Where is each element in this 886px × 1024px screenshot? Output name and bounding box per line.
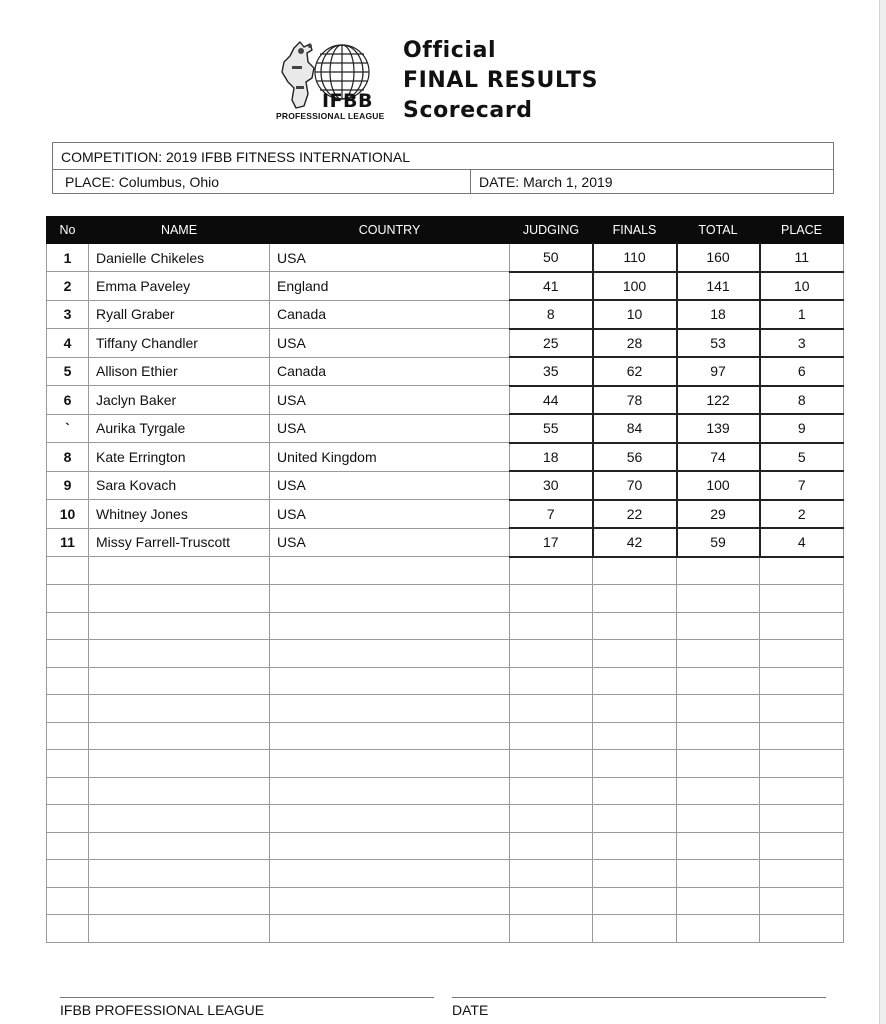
empty-cell	[270, 695, 510, 723]
empty-cell	[89, 557, 270, 585]
signature-line-date	[452, 997, 826, 998]
cell-country: United Kingdom	[270, 443, 510, 472]
empty-table-row	[47, 667, 844, 695]
empty-cell	[677, 667, 760, 695]
footer-date-label: DATE	[452, 1002, 489, 1018]
cell-country: USA	[270, 329, 510, 358]
cell-finals: 22	[593, 500, 677, 529]
cell-judging: 30	[510, 471, 593, 500]
empty-cell	[593, 777, 677, 805]
place-date-row	[53, 170, 833, 194]
empty-cell	[47, 695, 89, 723]
cell-country: Canada	[270, 357, 510, 386]
empty-cell	[270, 915, 510, 943]
cell-place: 3	[760, 329, 844, 358]
cell-place: 5	[760, 443, 844, 472]
cell-name: Danielle Chikeles	[89, 244, 270, 272]
cell-total: 122	[677, 386, 760, 415]
signature-line-league	[60, 997, 434, 998]
empty-cell	[593, 805, 677, 833]
empty-cell	[89, 612, 270, 640]
empty-cell	[270, 750, 510, 778]
header-no: No	[47, 217, 89, 244]
empty-cell	[47, 667, 89, 695]
place-text: PLACE: Columbus, Ohio	[65, 174, 220, 190]
empty-cell	[89, 722, 270, 750]
cell-name: Ryall Graber	[89, 300, 270, 329]
empty-cell	[510, 557, 593, 585]
empty-cell	[89, 832, 270, 860]
cell-country: USA	[270, 414, 510, 443]
cell-country: USA	[270, 471, 510, 500]
cell-judging: 41	[510, 272, 593, 301]
empty-table-row	[47, 777, 844, 805]
cell-total: 100	[677, 471, 760, 500]
competition-info-box	[52, 142, 834, 194]
empty-cell	[760, 832, 844, 860]
empty-cell	[47, 750, 89, 778]
table-row	[47, 329, 844, 358]
empty-cell	[270, 557, 510, 585]
empty-cell	[270, 860, 510, 888]
empty-cell	[47, 805, 89, 833]
cell-country: USA	[270, 500, 510, 529]
cell-place: 6	[760, 357, 844, 386]
empty-table-row	[47, 722, 844, 750]
empty-cell	[593, 887, 677, 915]
empty-cell	[593, 557, 677, 585]
results-table	[46, 216, 844, 943]
empty-cell	[89, 585, 270, 613]
empty-table-row	[47, 640, 844, 668]
cell-country: USA	[270, 528, 510, 557]
empty-cell	[510, 915, 593, 943]
cell-name: Whitney Jones	[89, 500, 270, 529]
empty-cell	[760, 750, 844, 778]
cell-finals: 10	[593, 300, 677, 329]
empty-cell	[89, 777, 270, 805]
empty-cell	[47, 915, 89, 943]
empty-cell	[760, 695, 844, 723]
header-judging: JUDGING	[510, 217, 593, 244]
empty-table-row	[47, 860, 844, 888]
cell-name: Aurika Tyrgale	[89, 414, 270, 443]
empty-cell	[510, 832, 593, 860]
empty-cell	[510, 585, 593, 613]
empty-cell	[760, 860, 844, 888]
empty-cell	[593, 832, 677, 860]
scorecard-title	[403, 36, 598, 126]
cell-total: 160	[677, 244, 760, 272]
empty-cell	[760, 887, 844, 915]
header-finals: FINALS	[593, 217, 677, 244]
empty-cell	[760, 777, 844, 805]
cell-no: 1	[47, 244, 89, 272]
cell-place: 7	[760, 471, 844, 500]
cell-judging: 50	[510, 244, 593, 272]
cell-finals: 78	[593, 386, 677, 415]
table-row	[47, 414, 844, 443]
cell-name: Kate Errington	[89, 443, 270, 472]
empty-cell	[89, 805, 270, 833]
cell-finals: 56	[593, 443, 677, 472]
empty-cell	[47, 860, 89, 888]
empty-cell	[89, 750, 270, 778]
cell-finals: 70	[593, 471, 677, 500]
empty-cell	[47, 722, 89, 750]
cell-finals: 100	[593, 272, 677, 301]
cell-name: Tiffany Chandler	[89, 329, 270, 358]
cell-judging: 17	[510, 528, 593, 557]
table-row	[47, 386, 844, 415]
cell-no: 2	[47, 272, 89, 301]
logo-league-text: PROFESSIONAL LEAGUE	[276, 111, 385, 121]
empty-cell	[677, 860, 760, 888]
cell-finals: 110	[593, 244, 677, 272]
cell-name: Allison Ethier	[89, 357, 270, 386]
empty-cell	[47, 640, 89, 668]
empty-cell	[270, 722, 510, 750]
empty-cell	[593, 667, 677, 695]
empty-cell	[510, 612, 593, 640]
empty-cell	[47, 557, 89, 585]
cell-place: 8	[760, 386, 844, 415]
empty-cell	[270, 887, 510, 915]
empty-cell	[89, 640, 270, 668]
competition-text: COMPETITION: 2019 IFBB FITNESS INTERNATIONAL	[61, 149, 411, 165]
page-edge	[879, 0, 886, 1024]
cell-finals: 42	[593, 528, 677, 557]
empty-cell	[677, 640, 760, 668]
cell-total: 59	[677, 528, 760, 557]
cell-total: 29	[677, 500, 760, 529]
cell-total: 53	[677, 329, 760, 358]
title-line-official: Official	[403, 38, 497, 63]
empty-cell	[47, 832, 89, 860]
empty-cell	[47, 585, 89, 613]
cell-place: 9	[760, 414, 844, 443]
cell-judging: 8	[510, 300, 593, 329]
table-row	[47, 500, 844, 529]
empty-cell	[677, 750, 760, 778]
cell-no: 8	[47, 443, 89, 472]
cell-judging: 18	[510, 443, 593, 472]
empty-cell	[270, 667, 510, 695]
empty-cell	[270, 805, 510, 833]
cell-judging: 7	[510, 500, 593, 529]
empty-table-row	[47, 695, 844, 723]
cell-name: Missy Farrell-Truscott	[89, 528, 270, 557]
cell-country: USA	[270, 386, 510, 415]
table-header-row	[47, 217, 844, 244]
cell-finals: 84	[593, 414, 677, 443]
header-total: TOTAL	[677, 217, 760, 244]
cell-finals: 62	[593, 357, 677, 386]
logo-ifbb-text: IFBB	[322, 90, 374, 112]
cell-total: 139	[677, 414, 760, 443]
cell-country: USA	[270, 244, 510, 272]
cell-total: 74	[677, 443, 760, 472]
empty-cell	[677, 915, 760, 943]
empty-cell	[510, 805, 593, 833]
cell-no: `	[47, 414, 89, 443]
cell-name: Emma Paveley	[89, 272, 270, 301]
cell-total: 18	[677, 300, 760, 329]
empty-cell	[677, 557, 760, 585]
empty-cell	[510, 777, 593, 805]
empty-table-row	[47, 612, 844, 640]
header-name: NAME	[89, 217, 270, 244]
empty-cell	[593, 640, 677, 668]
cell-name: Sara Kovach	[89, 471, 270, 500]
empty-cell	[270, 832, 510, 860]
empty-cell	[89, 695, 270, 723]
table-row	[47, 471, 844, 500]
cell-place: 1	[760, 300, 844, 329]
empty-table-row	[47, 915, 844, 943]
date-text: DATE: March 1, 2019	[479, 174, 613, 190]
header-place: PLACE	[760, 217, 844, 244]
cell-finals: 28	[593, 329, 677, 358]
empty-cell	[47, 612, 89, 640]
cell-judging: 44	[510, 386, 593, 415]
cell-no: 11	[47, 528, 89, 557]
empty-table-row	[47, 557, 844, 585]
empty-cell	[89, 667, 270, 695]
empty-cell	[760, 585, 844, 613]
empty-cell	[510, 860, 593, 888]
cell-no: 6	[47, 386, 89, 415]
cell-place: 4	[760, 528, 844, 557]
date-cell	[470, 170, 833, 194]
empty-cell	[89, 860, 270, 888]
empty-cell	[510, 640, 593, 668]
cell-no: 9	[47, 471, 89, 500]
table-row	[47, 300, 844, 329]
empty-cell	[760, 805, 844, 833]
cell-place: 10	[760, 272, 844, 301]
empty-cell	[593, 612, 677, 640]
table-row	[47, 443, 844, 472]
table-row	[47, 272, 844, 301]
cell-no: 10	[47, 500, 89, 529]
empty-cell	[89, 887, 270, 915]
empty-cell	[510, 667, 593, 695]
empty-cell	[270, 585, 510, 613]
empty-cell	[89, 915, 270, 943]
empty-cell	[760, 722, 844, 750]
empty-table-row	[47, 805, 844, 833]
empty-cell	[677, 832, 760, 860]
cell-total: 97	[677, 357, 760, 386]
cell-country: Canada	[270, 300, 510, 329]
empty-table-row	[47, 887, 844, 915]
empty-cell	[677, 887, 760, 915]
cell-place: 11	[760, 244, 844, 272]
empty-cell	[593, 915, 677, 943]
empty-table-row	[47, 585, 844, 613]
empty-cell	[593, 860, 677, 888]
empty-cell	[677, 585, 760, 613]
cell-no: 5	[47, 357, 89, 386]
header-country: COUNTRY	[270, 217, 510, 244]
table-row	[47, 244, 844, 272]
empty-cell	[760, 612, 844, 640]
results-body	[47, 244, 844, 943]
empty-cell	[677, 722, 760, 750]
empty-cell	[510, 750, 593, 778]
empty-cell	[510, 722, 593, 750]
cell-no: 4	[47, 329, 89, 358]
empty-cell	[760, 667, 844, 695]
cell-no: 3	[47, 300, 89, 329]
empty-cell	[270, 640, 510, 668]
cell-judging: 25	[510, 329, 593, 358]
title-line-scorecard: Scorecard	[403, 98, 533, 123]
empty-cell	[593, 695, 677, 723]
cell-judging: 35	[510, 357, 593, 386]
cell-total: 141	[677, 272, 760, 301]
ifbb-logo	[274, 38, 396, 122]
empty-cell	[47, 777, 89, 805]
cell-country: England	[270, 272, 510, 301]
empty-cell	[760, 915, 844, 943]
empty-cell	[270, 777, 510, 805]
cell-place: 2	[760, 500, 844, 529]
empty-cell	[593, 585, 677, 613]
empty-cell	[677, 805, 760, 833]
footer-league-label: IFBB PROFESSIONAL LEAGUE	[60, 1002, 265, 1018]
table-row	[47, 528, 844, 557]
table-row	[47, 357, 844, 386]
empty-cell	[593, 722, 677, 750]
empty-cell	[593, 750, 677, 778]
empty-cell	[677, 612, 760, 640]
empty-table-row	[47, 832, 844, 860]
cell-name: Jaclyn Baker	[89, 386, 270, 415]
empty-cell	[47, 887, 89, 915]
empty-cell	[270, 612, 510, 640]
empty-cell	[510, 887, 593, 915]
cell-judging: 55	[510, 414, 593, 443]
empty-cell	[760, 640, 844, 668]
competition-row	[53, 143, 833, 170]
empty-cell	[760, 557, 844, 585]
empty-cell	[510, 695, 593, 723]
title-line-final-results: FINAL RESULTS	[403, 68, 599, 93]
empty-cell	[677, 695, 760, 723]
empty-table-row	[47, 750, 844, 778]
empty-cell	[677, 777, 760, 805]
